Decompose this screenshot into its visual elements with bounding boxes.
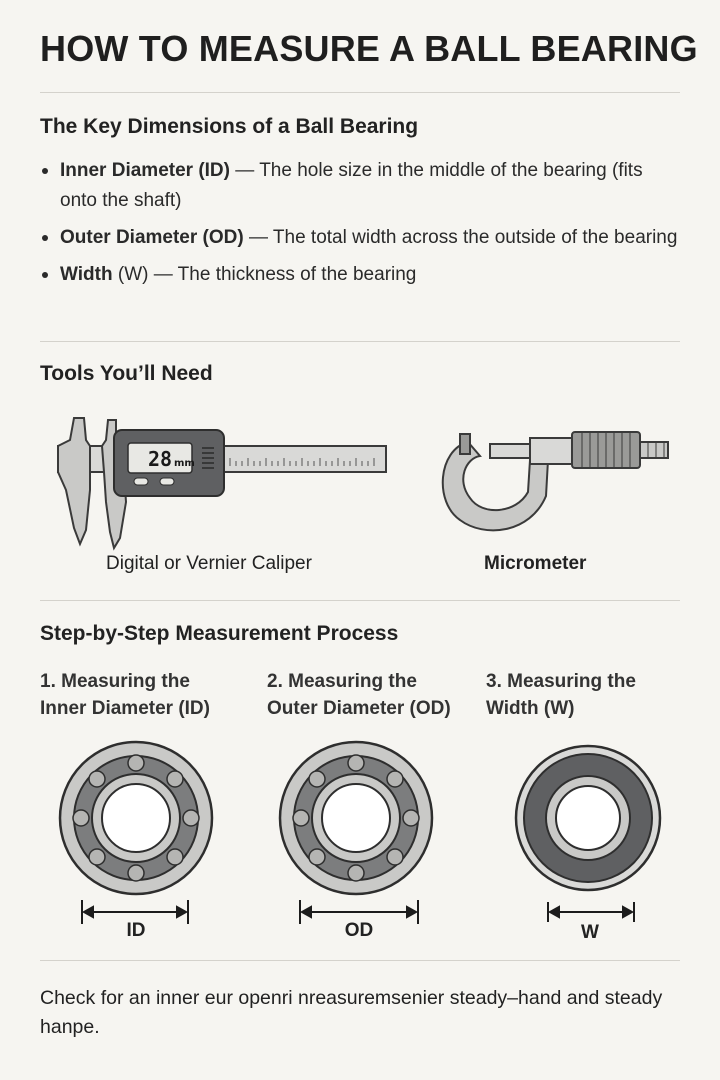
- step-title: 1. Measuring the: [40, 671, 190, 692]
- item-description: — The hole size in the middle of the bearing (fits onto the shaft): [60, 160, 643, 211]
- caliper-label: Digital or Vernier Caliper: [106, 553, 312, 574]
- micrometer-illustration: [430, 420, 680, 540]
- process-heading: Step-by-Step Measurement Process: [40, 622, 399, 645]
- item-description: (W) — The thickness of the bearing: [112, 264, 417, 285]
- step-subtitle: Outer Diameter (OD): [267, 698, 451, 719]
- item-term: Outer Diameter (OD): [60, 227, 244, 248]
- step-title: 3. Measuring the: [486, 671, 636, 692]
- list-item: [40, 156, 680, 216]
- item-description: — The total width across the outside of the bearing: [243, 227, 678, 248]
- divider: [40, 600, 680, 601]
- bearing-od-illustration: [278, 738, 438, 938]
- micrometer-label: Micrometer: [484, 553, 587, 574]
- step-title: 2. Measuring the: [267, 671, 417, 692]
- caliper-readout: 28: [148, 447, 173, 471]
- step-1-label: [40, 668, 210, 722]
- divider: [40, 960, 680, 961]
- width-dimension-label: W: [581, 922, 599, 943]
- bearing-id-illustration: [58, 738, 218, 938]
- caliper-illustration: [40, 410, 400, 550]
- divider: [40, 92, 680, 93]
- tools-heading: Tools You’ll Need: [40, 362, 213, 385]
- page-title: HOW TO MEASURE A BALL BEARING: [40, 28, 698, 69]
- step-subtitle: Width (W): [486, 698, 575, 719]
- dimensions-list: [40, 156, 680, 297]
- item-term: Inner Diameter (ID): [60, 160, 230, 181]
- footer-note: Check for an inner eur openri nreasuremsenier steady–hand and steady hanpe.: [40, 987, 663, 1038]
- step-3-label: [486, 668, 636, 722]
- step-2-label: [267, 668, 451, 722]
- divider: [40, 341, 680, 342]
- list-item: [40, 260, 680, 290]
- dimensions-heading: The Key Dimensions of a Ball Bearing: [40, 115, 419, 138]
- step-subtitle: Inner Diameter (ID): [40, 698, 210, 719]
- list-item: [40, 223, 680, 253]
- item-term: Width: [60, 264, 113, 285]
- od-dimension-label: OD: [344, 920, 374, 941]
- bearing-width-illustration: [512, 740, 672, 940]
- id-dimension-label: ID: [126, 920, 146, 941]
- caliper-unit: mm: [174, 458, 195, 469]
